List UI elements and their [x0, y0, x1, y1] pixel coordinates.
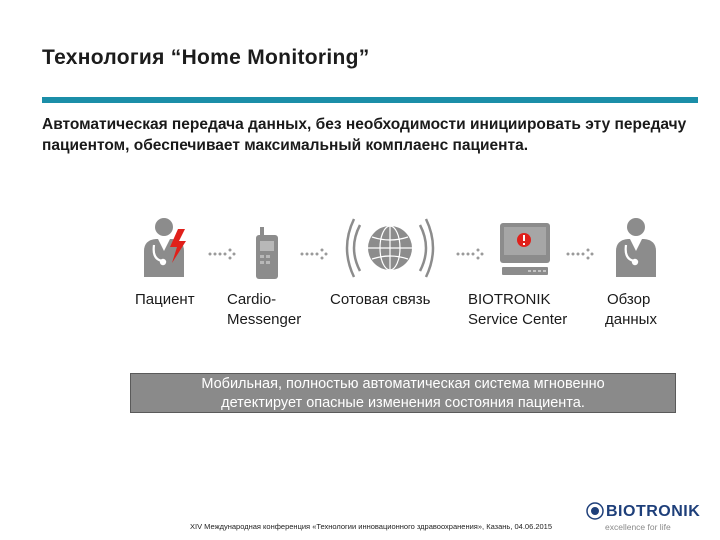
dotted-arrow-icon	[208, 248, 238, 260]
slide-title: Технология “Home Monitoring”	[42, 46, 370, 69]
slide-subtitle: Автоматическая передача данных, без необходимости инициировать эту передачу пациентом, обеспечивает максимальный комплаенс пациента.	[42, 116, 687, 154]
cardio-messenger-device-icon	[252, 215, 282, 281]
callout-line-2: детектирует опасные изменения состояния пациента.	[221, 395, 585, 411]
step-label-service-center: BIOTRONIK Service Center	[468, 291, 568, 328]
dotted-arrow-icon	[300, 248, 330, 260]
data-flow-diagram	[0, 215, 720, 295]
step-label-patient: Пациент	[135, 291, 195, 308]
cellular-signal-globe-icon	[344, 215, 436, 281]
brand-tagline: excellence for life	[605, 522, 671, 532]
title-rule	[42, 97, 698, 103]
conference-footer: XIV Международная конференция «Технологии инновационного здравоохранения», Казань, 04.06.2015	[190, 522, 553, 531]
patient-doctor-alert-icon	[140, 215, 194, 281]
brand-name: BIOTRONIK	[606, 503, 701, 520]
biotronik-logo-icon	[586, 502, 604, 520]
summary-callout	[130, 373, 676, 413]
dotted-arrow-icon	[456, 248, 486, 260]
step-label-data-review: Обзор данных	[605, 291, 657, 328]
step-label-cardio-messenger: Cardio- Messenger	[227, 291, 302, 328]
step-label-cellular: Сотовая связь	[330, 291, 431, 308]
service-center-monitor-icon	[498, 215, 552, 281]
dotted-arrow-icon	[566, 248, 596, 260]
doctor-review-icon	[612, 215, 660, 281]
callout-line-1: Мобильная, полностью автоматическая система мгновенно	[201, 376, 605, 392]
